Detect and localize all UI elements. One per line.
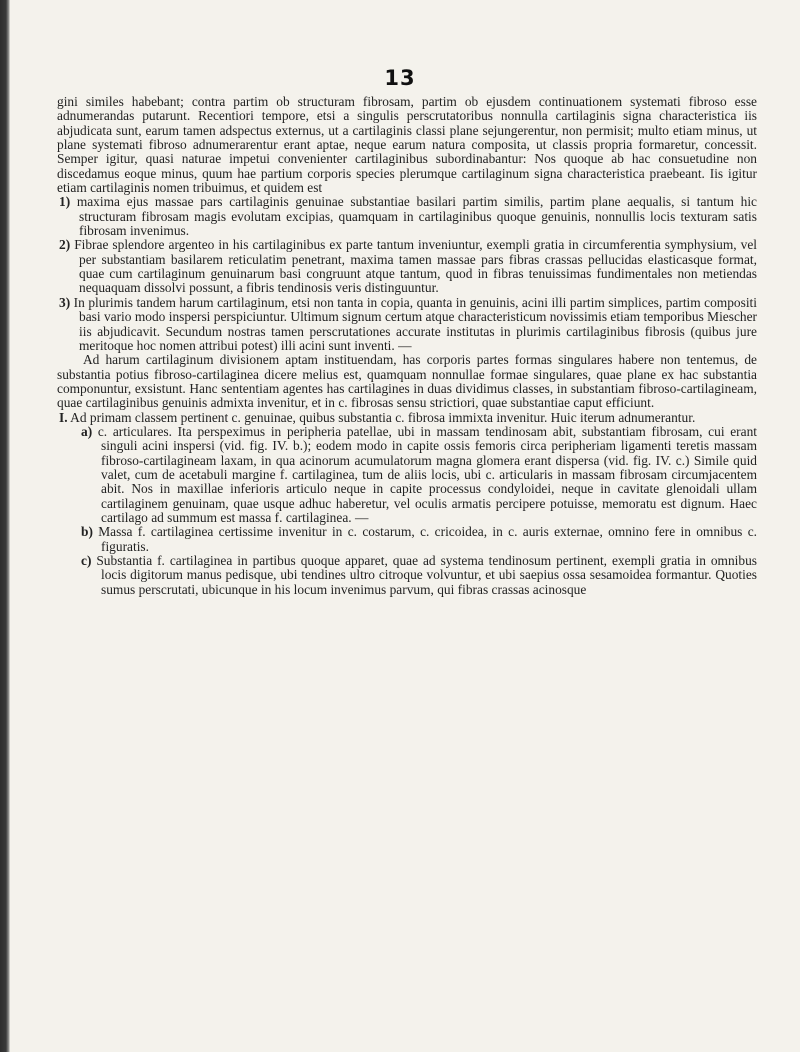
list-item-text: Fibrae splendore argenteo in his cartilaginibus ex parte tantum inveniuntur, exempli gratia in circumferentia symphysium, vel per substantiam basilarem reticulatim penetrant, maxima tamen massae pars fibras crassas pellucidas elasticasque format, quae cum cartilaginum genuinarum basi congruunt atque tantum, quod in fibras tenuissimas fundimentales non metiendas nequaquam dissolvi possunt, a fibris tendinosis veris distinguuntur. bbox=[74, 237, 757, 296]
subitem-marker: c) bbox=[81, 553, 92, 568]
subitem-a bbox=[57, 425, 757, 525]
list-item-2 bbox=[57, 238, 757, 295]
subitem-marker: a) bbox=[81, 423, 93, 439]
body-text bbox=[57, 95, 757, 597]
section-text: Ad primam classem pertinent c. genuinae, quibus substantia c. fibrosa immixta invenitur. Huic iterum adnumerantur. bbox=[70, 409, 696, 425]
subitem-c bbox=[57, 554, 757, 597]
list-marker: 1) bbox=[59, 194, 71, 210]
subitem-text: Massa f. cartilaginea certissime invenitur in c. costarum, c. cricoidea, in c. auris externae, omnino fere in omnibus c. figuratis. bbox=[98, 524, 757, 554]
subitem-b bbox=[57, 525, 757, 554]
subitem-text: c. articulares. Ita perspeximus in peripheria patellae, ubi in massam tendinosam abit, substantiam fibrosam, cui erant singuli acini inspersi (vid. fig. IV. b.); eodem modo in capite ossis femoris circa peripheriam ligamenti teretis massam fibroso-cartilagineam laxam, in qua acinorum acumulatorum magna glomera erant dispersa (vid. fig. IV. c.) Simile quid valet, cum de acetabuli margine f. cartilaginea, tum de aliis locis, ubi c. articularis in massam fibrosam circumjacentem abit. Nos in maxillae inferioris articulo neque in capite processus condyloidei, neque in cavitate glenoidali ullam cartilaginem genuinam, quae usque adhuc haberetur, vel oculis armatis percipere potuisse, memoratu est dignum. Haec cartilago ad summum est massa f. cartilaginea. — bbox=[97, 423, 757, 525]
list-marker: 2) bbox=[59, 237, 71, 253]
subitem-marker: b) bbox=[81, 524, 93, 540]
list-item-3 bbox=[57, 296, 757, 353]
division-paragraph: Ad harum cartilaginum divisionem aptam instituendam, has corporis partes formas singulares habere non tentemus, de substantia potius fibroso-cartilaginea dicere melius est, quamquam nonnullae formae singulares, quae plane ex hac substantia componuntur, exsistunt. Hanc sententiam agentes has cartilagines in duas dividimus classes, in substantiam fibroso-cartilagineam, quae cartilaginibus genuinis admixta invenitur, et in c. fibrosas sensu strictiori, quae substantiae caput efficiunt. bbox=[57, 352, 757, 411]
section-item bbox=[57, 411, 757, 425]
page-number: 13 bbox=[384, 66, 416, 90]
list-marker: 3) bbox=[59, 294, 71, 310]
list-item-text: In plurimis tandem harum cartilaginum, etsi non tanta in copia, quanta in genuinis, acini illi partim simplices, partim compositi basi vario modo inspersi perspiciuntur. Ultimum signum certum atque characteristicum novissimis etiam temporibus Mieschеr iis abjudicavit. Secundum nostras tamen perscrutationes accurate institutas in plurimis cartilaginibus fibrosis (quibus jure meritoque hoc nomen attribui potest) illi acini sunt inventi. — bbox=[73, 294, 757, 353]
page-gutter-shadow bbox=[0, 0, 10, 1052]
section-marker: I. bbox=[59, 409, 68, 425]
intro-paragraph: gini similes habebant; contra partim ob structuram fibrosam, partim ob ejusdem continuationem systemati fibroso esse adnumerandas putarunt. Recentiori tempore, etsi a singulis perscrutatoribus nonnulla cartilaginis signa characteristica iis abjudicata sunt, earum tamen adspectus externus, ut a cartilaginis classi plane sejungerentur, non permisit; multo etiam minus, ut plane systemati fibroso adnumerarentur erant aptae, neque earum natura composita, ut classis propria formaretur, concessit. Semper igitur, quasi naturae impetui convenienter cartilaginibus subordinabantur: Nos quoque ab hac consuetudine non discedamus eoque minus, quum hae partium corporis species plerumque cartilaginum signa characteristica praebeant. Iis igitur etiam cartilaginis nomen tribuimus, et quidem est bbox=[57, 94, 757, 196]
list-item-text: maxima ejus massae pars cartilaginis genuinae substantiae basilari partim similis, partim plane aequalis, si tantum hic structuram fibrosam magis evolutam excipias, quamquam in cartilaginibus quoque genuinis, nonnullis locis texturam satis fibrosam invenimus. bbox=[76, 194, 757, 239]
list-item-1 bbox=[57, 195, 757, 238]
subitem-text: Substantia f. cartilaginea in partibus quoque apparet, quae ad systema tendinosum pertinent, exempli gratia in omnibus locis digitorum manus pedisque, ubi tendines ultro citroque volvuntur, et ubi saepius ossa sesamoidea formantur. Quoties sumus perscrutati, ubicunque in his locum invenimus parvum, qui fibras crassas acinosque bbox=[96, 553, 757, 597]
